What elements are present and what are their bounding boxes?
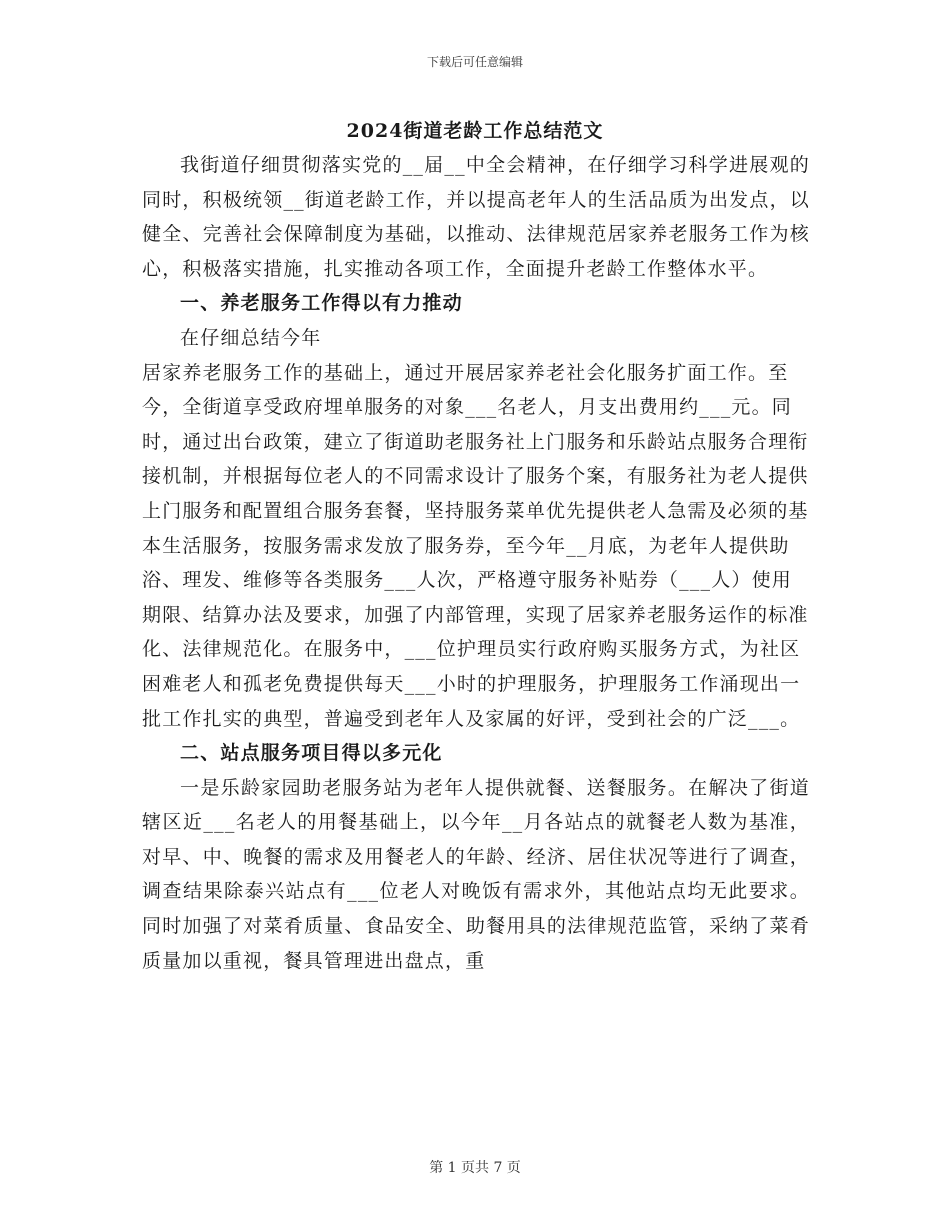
paragraph-section2-body: 一是乐龄家园助老服务站为老年人提供就餐、送餐服务。在解决了街道辖区近___名老人的用餐基础上，以今年__月各站点的就餐老人数为基准，对早、中、晚餐的需求及用餐老人的年龄、经济、居住状况等进行了调查，调查结果除泰兴站点有___位老人对晚饭有需求外，其他站点均无此要求。同时加强了对菜肴质量、食品安全、助餐用具的法律规范监管，采纳了菜肴质量加以重视，餐具管理进出盘点，重 bbox=[142, 776, 810, 972]
paragraph-section1-body: 居家养老服务工作的基础上，通过开展居家养老社会化服务扩面工作。至今，全街道享受政府埋单服务的对象___名老人，月支出费用约___元。同时，通过出台政策，建立了街道助老服务社上门服务和乐龄站点服务合理衔接机制，并根据每位老人的不同需求设计了服务个案，有服务社为老人提供上门服务和配置组合服务套餐，坚持服务菜单优先提供老人急需及必须的基本生活服务，按服务需求发放了服务券，至今年__月底，为老年人提供助浴、理发、维修等各类服务___人次，严格遵守服务补贴券（___人）使用期限、结算办法及要求，加强了内部管理，实现了居家养老服务运作的标准化、法律规范化。在服务中，___位护理员实行政府购买服务方式，为社区困难老人和孤老免费提供每天___小时的护理服务，护理服务工作涌现出一批工作扎实的典型，普遍受到老年人及家属的好评，受到社会的广泛___。 bbox=[142, 361, 809, 730]
paragraph-section1-start: 在仔细总结今年 bbox=[180, 326, 322, 349]
paragraph-intro: 我街道仔细贯彻落实党的__届__中全会精神，在仔细学习科学进展观的同时，积极统领__街道老龄工作，并以提高老年人的生活品质为出发点，以健全、完善社会保障制度为基础，以推动、法律规范居家养老服务工作为核心，积极落实措施，扎实推动各项工作，全面提升老龄工作整体水平。 bbox=[142, 154, 810, 280]
page-header-note: 下载后可任意编辑 bbox=[426, 55, 523, 69]
page-footer-number: 第 1 页共 7 页 bbox=[429, 1160, 521, 1176]
document-body bbox=[142, 148, 810, 978]
section-heading-2: 二、站点服务项目得以多元化 bbox=[180, 742, 443, 765]
document-title: 2024街道老龄工作总结范文 bbox=[346, 120, 604, 142]
section-heading-1: 一、养老服务工作得以有力推动 bbox=[180, 292, 463, 315]
